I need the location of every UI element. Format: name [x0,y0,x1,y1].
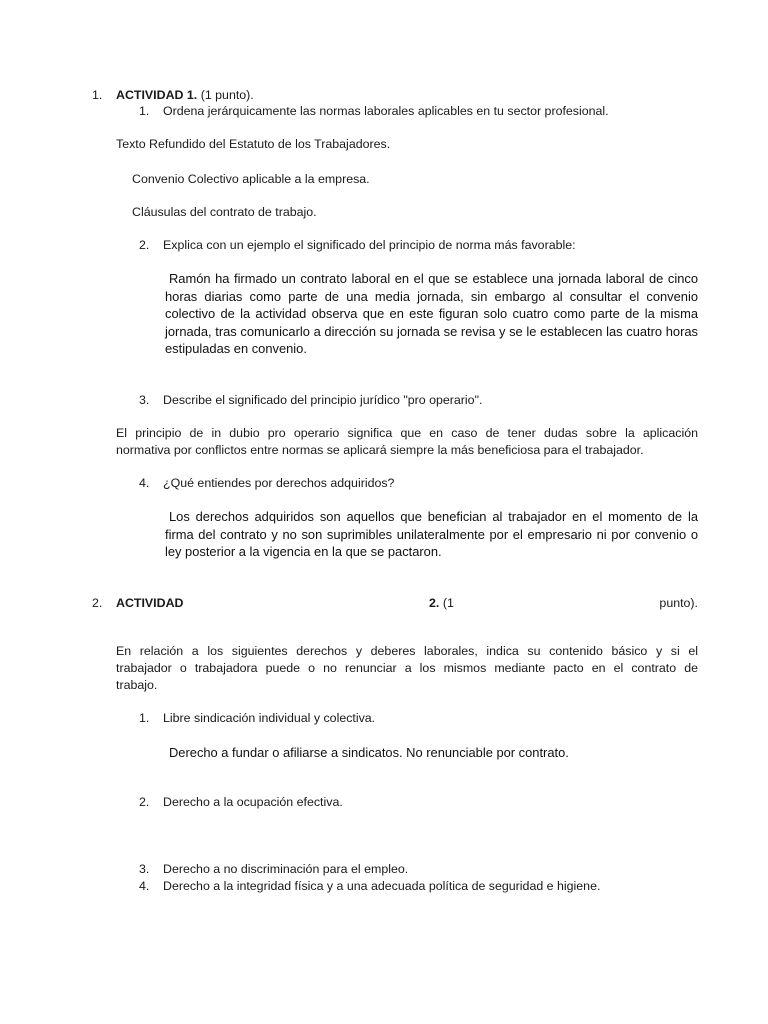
activity2-intro [116,643,698,694]
answer4-line: ley posterior a la vigencia en la que se pactaron. [165,544,442,560]
activity2-item-text: Libre sindicación individual y colectiva. [163,711,376,725]
activity2-title-number: 2. [429,596,440,610]
activity2-points-open: (1 [442,596,454,610]
answer4-line: firma del contrato y no son suprimibles unilateralmente por el empresario ni por convenio o [165,526,698,542]
activity2-item-text: Derecho a la ocupación efectiva. [163,795,343,809]
activity2-answer1: Derecho a fundar o afiliarse a sindicatos. No renunciable por contrato. [169,745,569,760]
q3-text: Describe el significado del principio jurídico "pro operario". [163,393,483,407]
activity1-number: 1. [92,88,103,102]
activity2-item-number: 4. [139,879,150,893]
activity1-title: ACTIVIDAD 1. [116,88,198,102]
answer3-paragraph [116,425,698,459]
answer3-line: normativa por conflictos entre normas se aplicará siempre la más beneficiosa para el trabajador. [116,443,644,457]
activity2-item-number: 1. [139,711,150,725]
activity2-intro-line: trabajo. [116,678,158,692]
activity2-intro-line: En relación a los siguientes derechos y deberes laborales, indica su contenido básico y si el [116,644,698,658]
activity2-item-number: 2. [139,795,150,809]
answer3-line: El principio de in dubio pro operario significa que en caso de tener dudas sobre la aplicación [116,426,698,440]
q2-text: Explica con un ejemplo el significado del principio de norma más favorable: [163,238,576,252]
answer4-line: Los derechos adquiridos son aquellos que benefician al trabajador en el momento de la [169,509,698,524]
answer2-paragraph [165,270,698,358]
q4-number: 4. [139,476,150,490]
answer2-line: colectivo de la actividad observa que en este figuran solo cuatro como parte de la misma [165,306,698,322]
answer2-line: jornada, tras comunicarlo a dirección su jornada se revisa y se le establecen las cuatro horas [165,323,698,339]
activity2-item-number: 3. [139,862,150,876]
answer2-line: Ramón ha firmado un contrato laboral en el que se establece una jornada laboral de cinco [169,271,698,286]
answer4-paragraph [165,508,698,561]
activity2-points-close: punto). [659,596,698,610]
q1-number: 1. [139,104,150,118]
q3-number: 3. [139,393,150,407]
q2-number: 2. [139,238,150,252]
activity2-intro-line: trabajador o trabajadora puede o no renunciar a los mismos mediante pacto en el contrato de [116,661,698,675]
activity2-heading [116,595,698,612]
answer1-line: Texto Refundido del Estatuto de los Trabajadores. [116,137,391,151]
answer1-line: Cláusulas del contrato de trabajo. [132,205,317,219]
activity2-item-text: Derecho a la integridad física y a una adecuada política de seguridad e higiene. [163,879,601,893]
activity2-number: 2. [92,596,103,610]
answer2-line: estipuladas en convenio. [165,341,307,357]
q4-text: ¿Qué entiendes por derechos adquiridos? [163,476,395,490]
q1-text: Ordena jerárquicamente las normas laborales aplicables en tu sector profesional. [163,104,609,118]
activity2-title: ACTIVIDAD [116,596,184,610]
answer1-line: Convenio Colectivo aplicable a la empresa. [132,172,370,186]
activity1-points: (1 punto). [200,88,254,102]
answer2-line: horas diarias como parte de una media jornada, sin embargo al consultar el convenio [165,288,698,304]
activity1-heading [116,87,254,104]
activity2-item-text: Derecho a no discriminación para el empleo. [163,862,409,876]
activity2-title-number-group [429,595,454,612]
